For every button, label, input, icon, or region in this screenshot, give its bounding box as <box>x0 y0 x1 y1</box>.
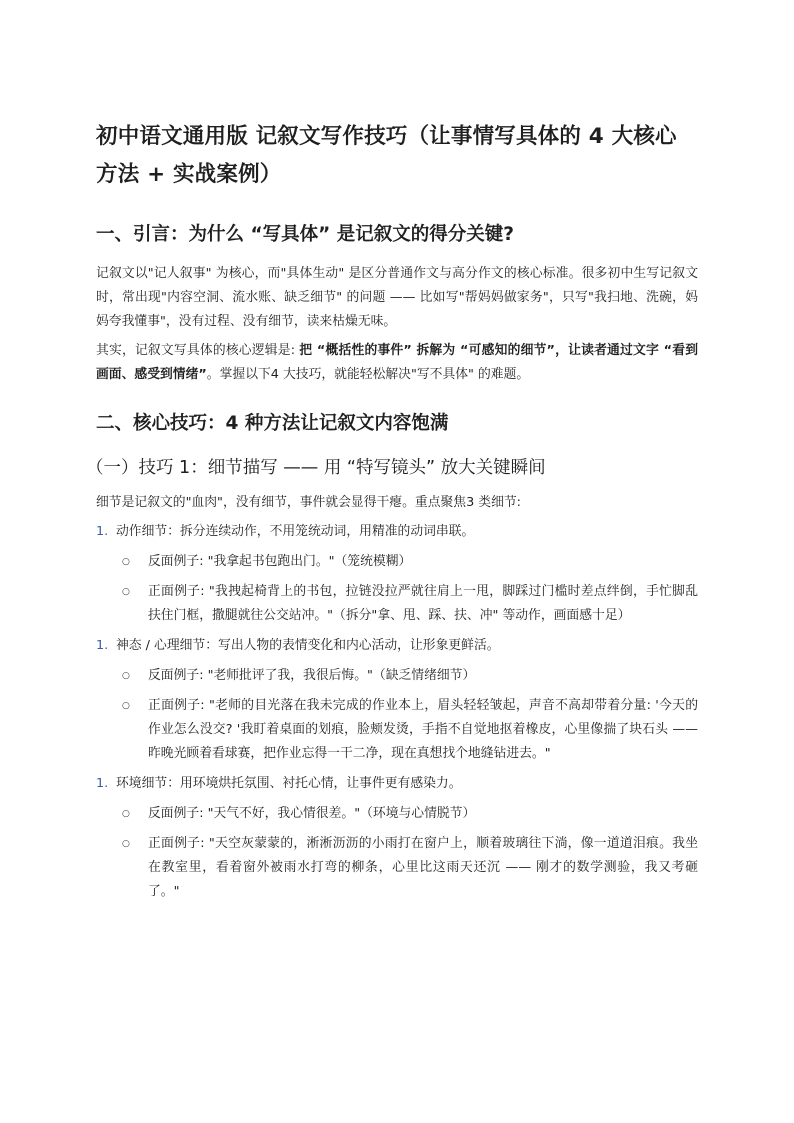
sub-item-text: 反面例子: "我拿起书包跑出门。"（笼统模糊） <box>148 554 412 569</box>
sub-item-negative-example <box>96 802 698 826</box>
list-number: 1. <box>96 638 109 653</box>
sub-item-text: 正面例子: "我拽起椅背上的书包，拉链没拉严就往肩上一甩，脚踩过门槛时差点绊倒，手忙脚乱扶住门框，撒腿就往公交站冲。"（拆分"拿、甩、踩、扶、冲" 等动作，画面感十足） <box>148 584 698 623</box>
p2-lead: 其实，记叙文写具体的核心逻辑是: <box>96 343 300 358</box>
sub-item-negative-example <box>96 664 698 688</box>
technique-1-heading: （一）技巧 1：细节描写 —— 用 “特写镜头” 放大关键瞬间 <box>86 458 546 478</box>
sub-item-text: 正面例子: "天空灰蒙蒙的，淅淅沥沥的小雨打在窗户上，顺着玻璃往下淌，像一道道泪痕。我坐在教室里，看着窗外被雨水打弯的柳条，心里比这雨天还沉 —— 刚才的数学测验，我又考砸了。" <box>148 836 698 899</box>
list-item-expression-detail <box>96 634 698 658</box>
technique-1-intro: 细节是记叙文的"血肉"，没有细节，事件就会显得干瘪。重点聚焦3 类细节: <box>96 495 521 510</box>
list-item-environment-detail <box>96 772 698 796</box>
list-number: 1. <box>96 524 109 539</box>
p2-tail: 。掌握以下4 大技巧，就能轻松解决"写不具体" 的难题。 <box>206 367 530 382</box>
list-item-text: 环境细节：用环境烘托氛围、衬托心情，让事件更有感染力。 <box>116 776 462 791</box>
list-item-action-detail <box>96 520 698 544</box>
bullet-icon: ○ <box>122 587 130 597</box>
sub-item-positive-example <box>96 832 698 904</box>
sub-item-text: 反面例子: "天气不好，我心情很差。"（环境与心情脱节） <box>148 806 476 821</box>
section-1-paragraph-1: 记叙文以"记人叙事" 为核心，而"具体生动" 是区分普通作文与高分作文的核心标准。很多初中生写记叙文时，常出现"内容空洞、流水账、缺乏细节" 的问题 —— 比如写"帮妈妈做家务"，只写"我扫地、洗碗，妈妈夸我懂事"，没有过程、没有细节，读来枯燥无味。 <box>96 266 698 329</box>
bullet-icon: ○ <box>122 809 130 819</box>
sub-item-text: 反面例子: "老师批评了我，我很后悔。"（缺乏情绪细节） <box>148 668 476 683</box>
list-number: 1. <box>96 776 109 791</box>
list-item-text: 神态 / 心理细节：写出人物的表情变化和内心活动，让形象更鲜活。 <box>116 638 500 653</box>
sub-item-positive-example <box>96 694 698 766</box>
document-title: 初中语文通用版 记叙文写作技巧（让事情写具体的 4 大核心方法 + 实战案例） <box>96 124 677 187</box>
section-1-paragraph-2 <box>96 339 698 387</box>
document-page <box>86 118 698 910</box>
sub-item-text: 正面例子: "老师的目光落在我未完成的作业本上，眉头轻轻皱起，声音不高却带着分量: '今天的作业怎么没交? '我盯着桌面的划痕，脸颊发烫，手指不自觉地抠着橡皮，心里像揣了块石头 —— 昨晚光顾着看球赛，把作业忘得一干二净，现在真想找个地缝钻进去。" <box>148 698 698 761</box>
sub-item-positive-example <box>96 580 698 628</box>
sub-item-negative-example <box>96 550 698 574</box>
bullet-icon: ○ <box>122 701 130 711</box>
section-2-heading: 二、核心技巧：4 种方法让记叙文内容饱满 <box>96 413 449 434</box>
bullet-icon: ○ <box>122 671 130 681</box>
bullet-icon: ○ <box>122 557 130 567</box>
p2-emphasis: 把 “概括性的事件” 拆解为 “可感知的细节”，让读者通过文字 “看到画面、感受到情绪” <box>96 343 698 382</box>
list-item-text: 动作细节：拆分连续动作，不用笼统动词，用精准的动词串联。 <box>116 524 475 539</box>
section-1-heading: 一、引言：为什么 “写具体” 是记叙文的得分关键? <box>96 224 514 245</box>
bullet-icon: ○ <box>122 839 130 849</box>
